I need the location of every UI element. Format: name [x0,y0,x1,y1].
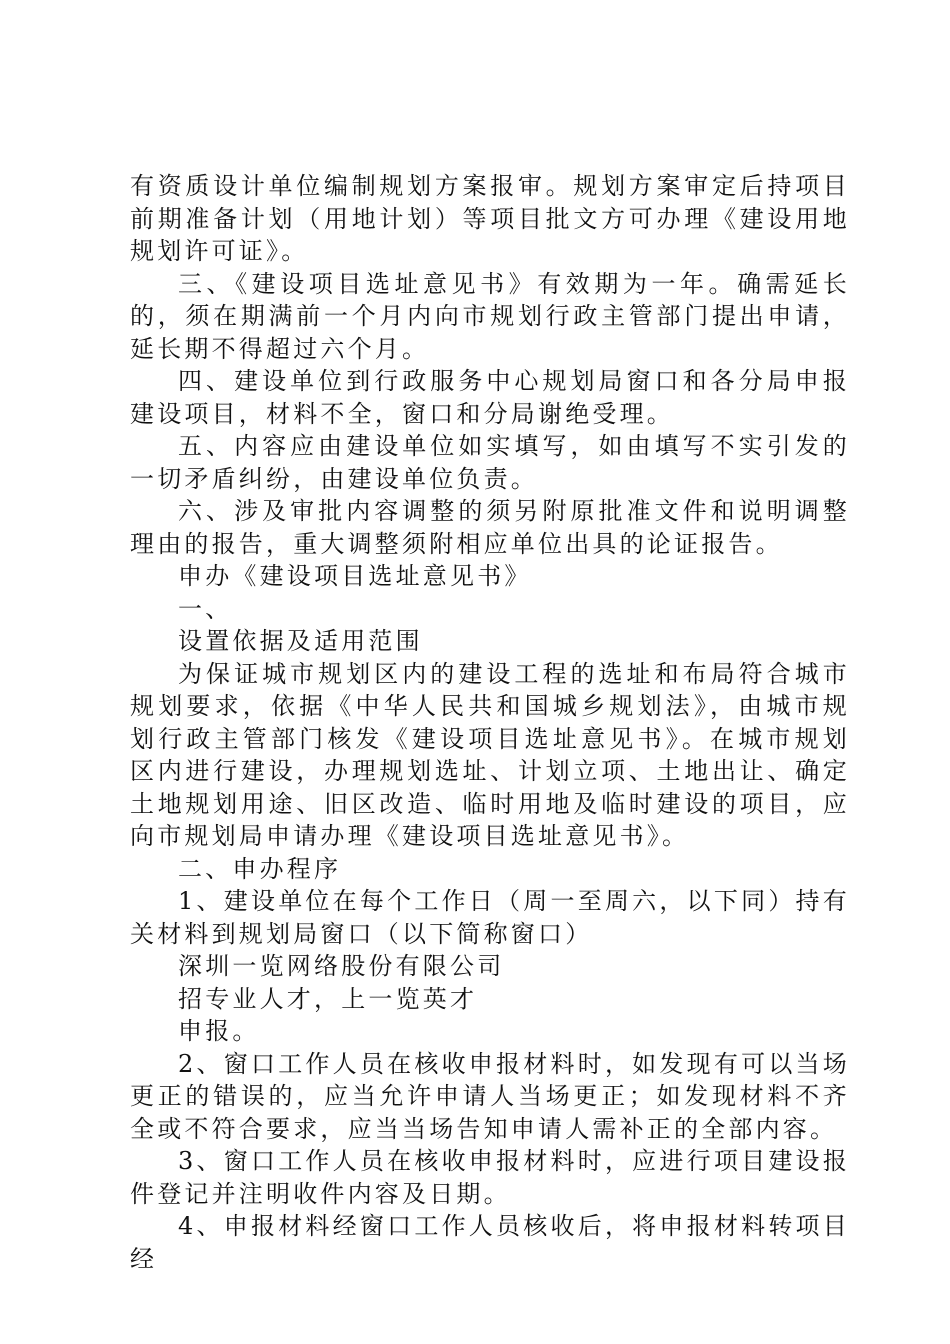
subsection-heading: 设置依据及适用范围 [178,627,423,655]
paragraph-basis: 为保证城市规划区内的建设工程的选址和布局符合城市规划要求，依据《中华人民共和国城乡规划法》，由城市规划行政主管部门核发《建设项目选址意见书》。在城市规划区内进行建设，办理规划选址、计划立项、土地出让、确定土地规划用途、旧区改造、临时用地及临时建设的项目，应向市规划局申请办理《建设项目选址意见书》。 [130,659,850,850]
paragraph-content: 五、内容应由建设单位如实填写，如由填写不实引发的一切矛盾纠纷，由建设单位负责。 [130,432,850,493]
paragraph-step-2: 2、窗口工作人员在核收申报材料时，如发现有可以当场更正的错误的，应当允许申请人当场更正；如发现材料不齐全或不符合要求，应当当场告知申请人需补正的全部内容。 [130,1049,850,1143]
subsection-procedure-heading: 二、申办程序 [178,854,342,883]
paragraph-submission: 四、建设单位到行政服务中心规划局窗口和各分局申报建设项目，材料不全，窗口和分局谢绝受理。 [130,367,850,428]
section-heading: 申办《建设项目选址意见书》 [178,562,532,590]
paragraph-step-1: 1、建设单位在每个工作日（周一至周六，以下同）持有关材料到规划局窗口（以下简称窗口） [130,887,850,948]
company-line: 深圳一览网络股份有限公司 [178,952,505,980]
paragraph-step-1-end: 申报。 [178,1017,260,1045]
document-body [130,170,850,1275]
section-number: 一、 [178,594,233,623]
paragraph-step-3: 3、窗口工作人员在核收申报材料时，应进行项目建设报件登记并注明收件内容及日期。 [130,1147,850,1208]
paragraph-adjustment: 六、涉及审批内容调整的须另附原批准文件和说明调整理由的报告，重大调整须附相应单位出具的论证报告。 [130,497,850,558]
paragraph-step-4: 4、申报材料经窗口工作人员核收后，将申报材料转项目经 [130,1212,850,1273]
paragraph-validity: 三、《建设项目选址意见书》有效期为一年。确需延长的，须在期满前一个月内向市规划行政主管部门提出申请，延长期不得超过六个月。 [130,269,850,363]
paragraph-continuation: 有资质设计单位编制规划方案报审。规划方案审定后持项目前期准备计划（用地计划）等项目批文方可办理《建设用地规划许可证》。 [130,172,850,265]
slogan-line: 招专业人才，上一览英才 [178,984,478,1013]
